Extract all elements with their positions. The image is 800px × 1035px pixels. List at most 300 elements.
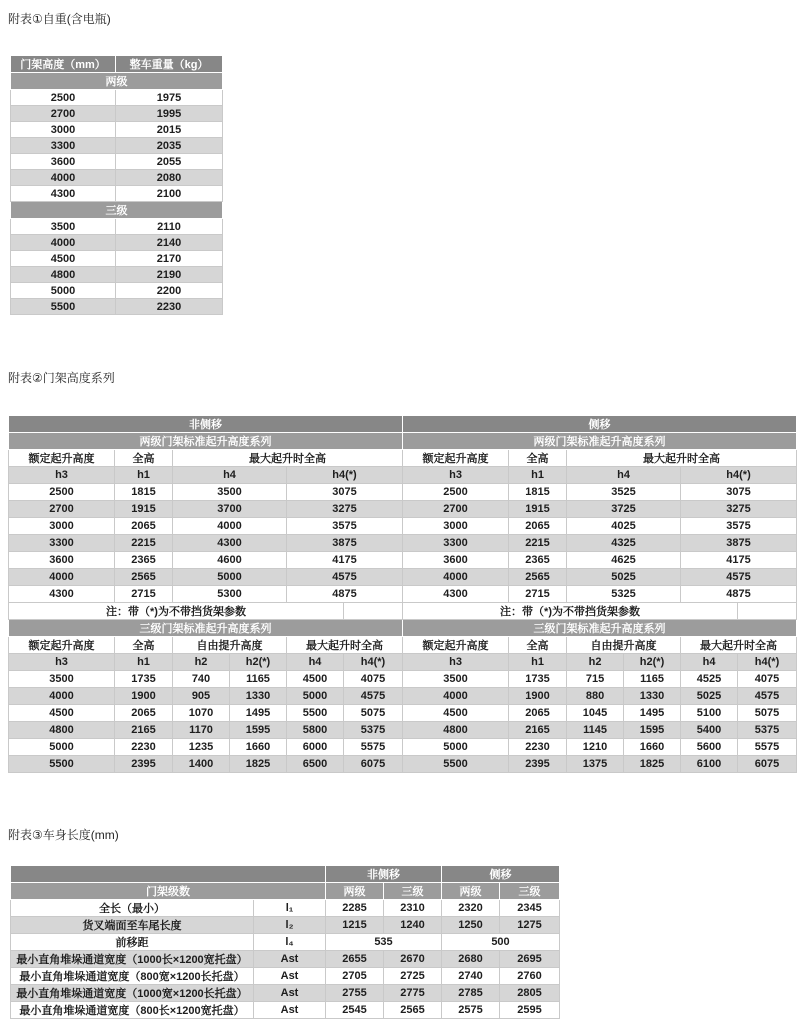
value-cell: 2775 <box>384 985 442 1002</box>
dimension-label: 货叉端面至车尾长度 <box>11 917 254 934</box>
group-header: 全高 <box>115 450 173 467</box>
sub-header: h4 <box>173 467 287 484</box>
symbol-cell: Ast <box>254 968 326 985</box>
value-cell: 6500 <box>287 756 344 773</box>
mast-series-banner-row <box>403 433 797 450</box>
value-cell: 4000 <box>9 688 115 705</box>
group-header: 全高 <box>509 637 567 654</box>
data-row <box>9 739 403 756</box>
value-cell: 4000 <box>11 170 116 186</box>
value-cell: 4500 <box>9 705 115 722</box>
value-cell: 5375 <box>344 722 403 739</box>
group-header-row <box>9 637 403 654</box>
mast-series-label: 三级门架标准起升高度系列 <box>9 620 403 637</box>
section-banner-row <box>11 202 223 219</box>
value-cell: 3525 <box>567 484 681 501</box>
value-cell: 1595 <box>230 722 287 739</box>
value-cell: 6075 <box>738 756 797 773</box>
group-header: 额定起升高度 <box>9 637 115 654</box>
data-row <box>11 1002 560 1019</box>
value-cell: 1375 <box>567 756 624 773</box>
value-cell: 2230 <box>509 739 567 756</box>
value-cell: 2165 <box>115 722 173 739</box>
value-cell: 2080 <box>116 170 223 186</box>
group-header-row <box>403 637 797 654</box>
value-cell: 5400 <box>681 722 738 739</box>
value-cell: 3300 <box>9 535 115 552</box>
value-cell: 5025 <box>567 569 681 586</box>
value-cell: 5075 <box>738 705 797 722</box>
value-cell: 4875 <box>287 586 403 603</box>
sub-header-row <box>403 654 797 671</box>
data-row <box>11 917 560 934</box>
symbol-cell: Ast <box>254 985 326 1002</box>
value-cell: 1330 <box>230 688 287 705</box>
mast-series-label: 三级门架标准起升高度系列 <box>403 620 797 637</box>
value-cell: 2755 <box>326 985 384 1002</box>
data-row <box>9 586 403 603</box>
value-cell: 4300 <box>11 186 116 202</box>
value-cell: 3000 <box>9 518 115 535</box>
value-cell: 4300 <box>173 535 287 552</box>
group-header: 自由提升高度 <box>173 637 287 654</box>
value-cell: 2715 <box>509 586 567 603</box>
data-row <box>11 900 560 917</box>
value-cell: 3000 <box>403 518 509 535</box>
value-cell: 2395 <box>115 756 173 773</box>
value-cell: 2785 <box>442 985 500 1002</box>
sub-header: h1 <box>115 467 173 484</box>
value-cell: 2500 <box>403 484 509 501</box>
value-cell: 5000 <box>403 739 509 756</box>
data-row <box>11 122 223 138</box>
value-cell: 4500 <box>11 251 116 267</box>
dimension-label: 最小直角堆垛通道宽度（800长×1200宽托盘） <box>11 1002 254 1019</box>
value-cell: 3500 <box>173 484 287 501</box>
sub-header: h3 <box>403 467 509 484</box>
group-header-row <box>9 450 403 467</box>
value-cell: 5000 <box>173 569 287 586</box>
value-cell: 1975 <box>116 90 223 106</box>
data-row <box>11 968 560 985</box>
empty-cell <box>344 603 403 620</box>
value-cell: 1045 <box>567 705 624 722</box>
value-cell: 1815 <box>509 484 567 501</box>
data-row <box>11 186 223 202</box>
data-row <box>9 518 403 535</box>
value-cell: 3575 <box>681 518 797 535</box>
value-cell: 5000 <box>287 688 344 705</box>
value-cell: 3875 <box>287 535 403 552</box>
value-cell: 1235 <box>173 739 230 756</box>
value-cell: 2595 <box>500 1002 560 1019</box>
row-label-header: 门架级数 <box>11 883 326 900</box>
value-cell: 1240 <box>384 917 442 934</box>
group-header: 全高 <box>509 450 567 467</box>
value-cell: 3600 <box>9 552 115 569</box>
value-cell: 5575 <box>738 739 797 756</box>
value-cell: 3500 <box>403 671 509 688</box>
data-row <box>9 722 403 739</box>
value-cell: 2110 <box>116 219 223 235</box>
value-cell: 1995 <box>116 106 223 122</box>
data-row <box>403 569 797 586</box>
value-cell: 2740 <box>442 968 500 985</box>
value-cell: 4500 <box>287 671 344 688</box>
value-cell: 3875 <box>681 535 797 552</box>
value-cell: 5500 <box>403 756 509 773</box>
note-text: 注：带（*)为不带挡货架参数 <box>9 603 344 620</box>
value-cell: 3600 <box>11 154 116 170</box>
value-cell: 2015 <box>116 122 223 138</box>
dimension-label: 最小直角堆垛通道宽度（800宽×1200长托盘） <box>11 968 254 985</box>
data-row <box>11 251 223 267</box>
value-cell: 1595 <box>624 722 681 739</box>
mast-table-sideshift-half <box>402 415 797 773</box>
data-row <box>11 235 223 251</box>
value-cell: 4000 <box>403 569 509 586</box>
empty-cell <box>11 866 326 883</box>
value-cell: 5800 <box>287 722 344 739</box>
sub-header: h4(*) <box>287 467 403 484</box>
group-header: 最大起升时全高 <box>567 450 797 467</box>
sub-header: h4(*) <box>738 654 797 671</box>
data-row <box>9 535 403 552</box>
value-cell: 2670 <box>384 951 442 968</box>
section-label: 三级 <box>11 202 223 219</box>
value-cell: 2365 <box>115 552 173 569</box>
value-cell: 3000 <box>11 122 116 138</box>
value-cell: 3275 <box>287 501 403 518</box>
sub-header: h3 <box>9 467 115 484</box>
sub-header: h2 <box>173 654 230 671</box>
group-header: 自由提升高度 <box>567 637 681 654</box>
value-cell: 4300 <box>403 586 509 603</box>
value-cell: 5500 <box>11 299 116 315</box>
data-row <box>403 501 797 518</box>
value-cell: 500 <box>442 934 560 951</box>
data-row <box>403 535 797 552</box>
value-cell: 3075 <box>681 484 797 501</box>
data-row <box>9 756 403 773</box>
value-cell: 1815 <box>115 484 173 501</box>
value-cell: 2065 <box>115 518 173 535</box>
value-cell: 3300 <box>403 535 509 552</box>
value-cell: 4000 <box>403 688 509 705</box>
value-cell: 1735 <box>115 671 173 688</box>
dimension-label: 最小直角堆垛通道宽度（1000长×1200宽托盘） <box>11 951 254 968</box>
sub-header: h2 <box>567 654 624 671</box>
value-cell: 2100 <box>116 186 223 202</box>
value-cell: 4000 <box>173 518 287 535</box>
value-cell: 4800 <box>11 267 116 283</box>
sub-header: h4(*) <box>344 654 403 671</box>
data-row <box>11 267 223 283</box>
symbol-cell: Ast <box>254 1002 326 1019</box>
value-cell: 1915 <box>115 501 173 518</box>
value-cell: 2055 <box>116 154 223 170</box>
stage-header: 两级 <box>326 883 384 900</box>
mast-series-label: 两级门架标准起升高度系列 <box>403 433 797 450</box>
dimension-label: 最小直角堆垛通道宽度（1000宽×1200长托盘） <box>11 985 254 1002</box>
value-cell: 2725 <box>384 968 442 985</box>
value-cell: 4625 <box>567 552 681 569</box>
value-cell: 3700 <box>173 501 287 518</box>
sub-header: h3 <box>9 654 115 671</box>
value-cell: 5325 <box>567 586 681 603</box>
data-row <box>11 951 560 968</box>
table2-title: 附表②门架高度系列 <box>8 371 115 385</box>
value-cell: 1165 <box>624 671 681 688</box>
value-cell: 2760 <box>500 968 560 985</box>
data-row <box>9 484 403 501</box>
section-label: 两级 <box>11 73 223 90</box>
value-cell: 2545 <box>326 1002 384 1019</box>
shift-mode-label: 侧移 <box>403 416 797 433</box>
data-row <box>9 552 403 569</box>
value-cell: 5075 <box>344 705 403 722</box>
value-cell: 2215 <box>509 535 567 552</box>
value-cell: 880 <box>567 688 624 705</box>
value-cell: 2215 <box>115 535 173 552</box>
mast-series-banner-row <box>9 620 403 637</box>
value-cell: 4025 <box>567 518 681 535</box>
value-cell: 1495 <box>624 705 681 722</box>
mast-stage-header-row <box>11 883 560 900</box>
value-cell: 1070 <box>173 705 230 722</box>
col-header-mast-height: 门架高度（mm） <box>11 56 116 73</box>
value-cell: 1495 <box>230 705 287 722</box>
data-row <box>403 722 797 739</box>
mast-height-series-table <box>8 415 797 773</box>
value-cell: 4075 <box>738 671 797 688</box>
value-cell: 3275 <box>681 501 797 518</box>
sub-header-row <box>403 467 797 484</box>
shift-mode-banner-row <box>9 416 403 433</box>
value-cell: 1400 <box>173 756 230 773</box>
stage-header: 两级 <box>442 883 500 900</box>
stage-header: 三级 <box>500 883 560 900</box>
value-cell: 3575 <box>287 518 403 535</box>
value-cell: 1825 <box>624 756 681 773</box>
value-cell: 2700 <box>9 501 115 518</box>
note-text: 注：带（*)为不带挡货架参数 <box>403 603 738 620</box>
stage-header: 三级 <box>384 883 442 900</box>
value-cell: 5375 <box>738 722 797 739</box>
value-cell: 4575 <box>287 569 403 586</box>
value-cell: 4575 <box>738 688 797 705</box>
value-cell: 1145 <box>567 722 624 739</box>
data-row <box>403 671 797 688</box>
value-cell: 1170 <box>173 722 230 739</box>
value-cell: 4500 <box>403 705 509 722</box>
value-cell: 5000 <box>9 739 115 756</box>
dimension-label: 前移距 <box>11 934 254 951</box>
body-length-table <box>10 865 560 1019</box>
sub-header: h1 <box>115 654 173 671</box>
value-cell: 2565 <box>509 569 567 586</box>
group-header: 额定起升高度 <box>403 450 509 467</box>
data-row <box>403 739 797 756</box>
value-cell: 740 <box>173 671 230 688</box>
sub-header: h4 <box>287 654 344 671</box>
value-cell: 1660 <box>230 739 287 756</box>
value-cell: 6100 <box>681 756 738 773</box>
note-row <box>403 603 797 620</box>
value-cell: 2700 <box>403 501 509 518</box>
value-cell: 3300 <box>11 138 116 154</box>
value-cell: 2165 <box>509 722 567 739</box>
value-cell: 4875 <box>681 586 797 603</box>
value-cell: 2680 <box>442 951 500 968</box>
value-cell: 5575 <box>344 739 403 756</box>
data-row <box>403 586 797 603</box>
mast-table-non-sideshift-half <box>8 415 403 773</box>
shift-mode-label: 非侧移 <box>326 866 442 883</box>
value-cell: 4000 <box>11 235 116 251</box>
data-row <box>11 219 223 235</box>
value-cell: 1275 <box>500 917 560 934</box>
data-row <box>403 484 797 501</box>
data-row <box>11 934 560 951</box>
value-cell: 2365 <box>509 552 567 569</box>
value-cell: 2320 <box>442 900 500 917</box>
value-cell: 2715 <box>115 586 173 603</box>
value-cell: 1215 <box>326 917 384 934</box>
value-cell: 4175 <box>287 552 403 569</box>
sub-header: h3 <box>403 654 509 671</box>
value-cell: 2065 <box>509 518 567 535</box>
mast-series-label: 两级门架标准起升高度系列 <box>9 433 403 450</box>
data-row <box>11 299 223 315</box>
shift-mode-label: 非侧移 <box>9 416 403 433</box>
value-cell: 4575 <box>681 569 797 586</box>
data-row <box>11 106 223 122</box>
data-row <box>11 170 223 186</box>
value-cell: 2285 <box>326 900 384 917</box>
value-cell: 2500 <box>11 90 116 106</box>
sub-header: h2(*) <box>230 654 287 671</box>
data-row <box>403 552 797 569</box>
value-cell: 1165 <box>230 671 287 688</box>
symbol-cell: l₄ <box>254 934 326 951</box>
value-cell: 4075 <box>344 671 403 688</box>
value-cell: 535 <box>326 934 442 951</box>
empty-cell <box>738 603 797 620</box>
value-cell: 2310 <box>384 900 442 917</box>
data-row <box>11 138 223 154</box>
group-header: 额定起升高度 <box>403 637 509 654</box>
self-weight-table <box>10 55 223 315</box>
group-header-row <box>403 450 797 467</box>
value-cell: 1210 <box>567 739 624 756</box>
data-row <box>9 569 403 586</box>
value-cell: 4300 <box>9 586 115 603</box>
data-row <box>9 501 403 518</box>
value-cell: 2170 <box>116 251 223 267</box>
value-cell: 1900 <box>115 688 173 705</box>
value-cell: 5500 <box>9 756 115 773</box>
value-cell: 4000 <box>9 569 115 586</box>
value-cell: 3500 <box>11 219 116 235</box>
value-cell: 2700 <box>11 106 116 122</box>
value-cell: 4325 <box>567 535 681 552</box>
value-cell: 4525 <box>681 671 738 688</box>
value-cell: 1900 <box>509 688 567 705</box>
note-row <box>9 603 403 620</box>
value-cell: 1660 <box>624 739 681 756</box>
data-row <box>9 671 403 688</box>
value-cell: 4800 <box>9 722 115 739</box>
value-cell: 6075 <box>344 756 403 773</box>
value-cell: 2065 <box>509 705 567 722</box>
value-cell: 1250 <box>442 917 500 934</box>
sub-header: h1 <box>509 467 567 484</box>
value-cell: 2575 <box>442 1002 500 1019</box>
value-cell: 5500 <box>287 705 344 722</box>
value-cell: 3075 <box>287 484 403 501</box>
group-header: 最大起升时全高 <box>287 637 403 654</box>
shift-mode-header-row <box>11 866 560 883</box>
value-cell: 3725 <box>567 501 681 518</box>
value-cell: 4575 <box>344 688 403 705</box>
value-cell: 2230 <box>116 299 223 315</box>
mast-series-banner-row <box>9 433 403 450</box>
data-row <box>403 705 797 722</box>
sub-header: h1 <box>509 654 567 671</box>
sub-header: h4 <box>681 654 738 671</box>
value-cell: 2035 <box>116 138 223 154</box>
value-cell: 2655 <box>326 951 384 968</box>
value-cell: 2190 <box>116 267 223 283</box>
value-cell: 3600 <box>403 552 509 569</box>
symbol-cell: l₁ <box>254 900 326 917</box>
value-cell: 2705 <box>326 968 384 985</box>
shift-mode-label: 侧移 <box>442 866 560 883</box>
value-cell: 2565 <box>384 1002 442 1019</box>
value-cell: 5025 <box>681 688 738 705</box>
value-cell: 2200 <box>116 283 223 299</box>
sub-header-row <box>9 467 403 484</box>
group-header: 额定起升高度 <box>9 450 115 467</box>
sub-header: h2(*) <box>624 654 681 671</box>
data-row <box>9 688 403 705</box>
value-cell: 6000 <box>287 739 344 756</box>
value-cell: 2695 <box>500 951 560 968</box>
mast-series-banner-row <box>403 620 797 637</box>
sub-header: h4(*) <box>681 467 797 484</box>
dimension-label: 全长（最小） <box>11 900 254 917</box>
data-row <box>11 154 223 170</box>
value-cell: 2065 <box>115 705 173 722</box>
value-cell: 715 <box>567 671 624 688</box>
value-cell: 2345 <box>500 900 560 917</box>
col-header-truck-weight: 整车重量（kg） <box>116 56 223 73</box>
value-cell: 2140 <box>116 235 223 251</box>
sub-header: h4 <box>567 467 681 484</box>
table1-title: 附表①自重(含电瓶) <box>8 12 111 26</box>
section-banner-row <box>11 73 223 90</box>
value-cell: 4175 <box>681 552 797 569</box>
value-cell: 3500 <box>9 671 115 688</box>
data-row <box>9 705 403 722</box>
value-cell: 1825 <box>230 756 287 773</box>
data-row <box>11 283 223 299</box>
sub-header-row <box>9 654 403 671</box>
value-cell: 5100 <box>681 705 738 722</box>
value-cell: 1330 <box>624 688 681 705</box>
value-cell: 905 <box>173 688 230 705</box>
